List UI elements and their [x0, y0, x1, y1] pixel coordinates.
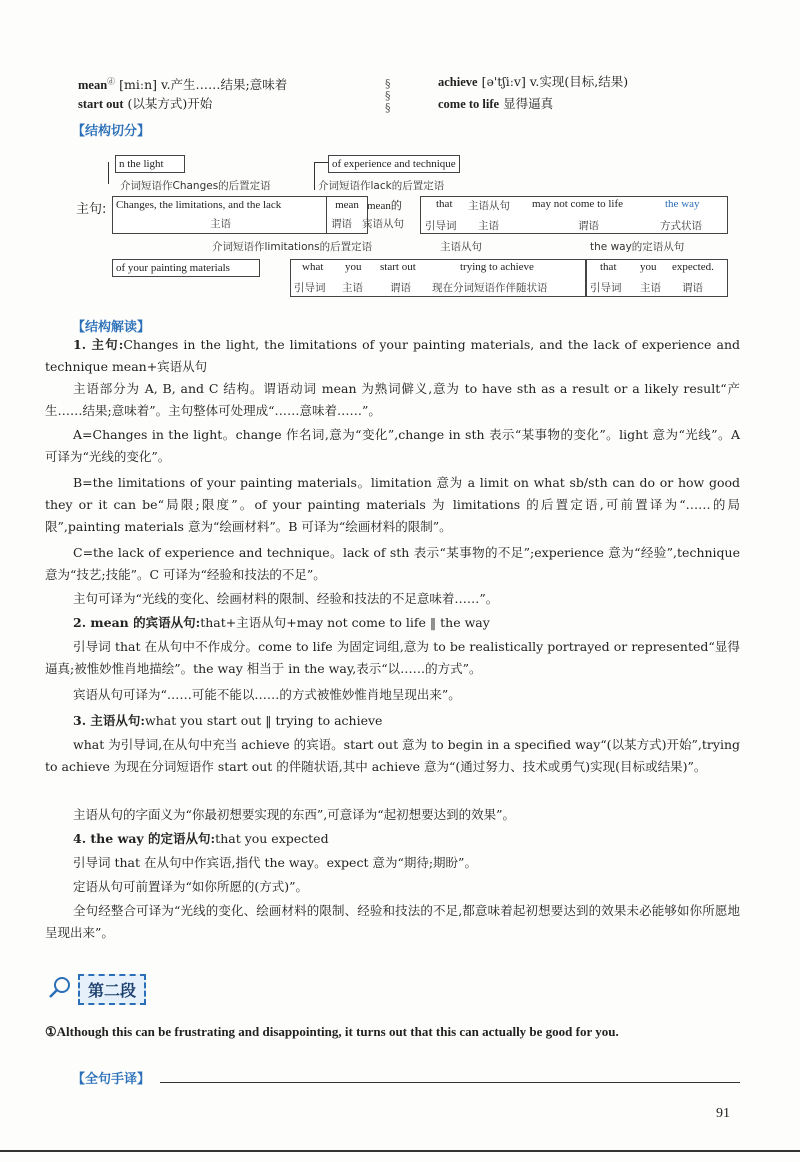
- yindaoci-cn: 引导词: [425, 220, 457, 232]
- that-word: that: [436, 198, 453, 210]
- section-title: 第二段: [78, 974, 146, 1005]
- analysis-6: 主句可译为“光线的变化、绘画材料的限制、经验和技法的不足意味着……”。: [73, 591, 499, 606]
- box-painting: of your painting materials: [112, 259, 260, 277]
- analysis-2: 主语部分为 A, B, and C 结构。谓语动词 mean 为熟词僻义,意为 to have sth as a result or a likely result“产生……结果;意味着”。主句整体可处理成“……意味着……”。: [45, 381, 740, 418]
- vocab-startout: [78, 94, 212, 114]
- main-subject-text: Changes, the limitations, and the lack: [116, 199, 282, 211]
- bottom-rule: [0, 1150, 800, 1152]
- connector-line: [314, 162, 315, 190]
- may-not-text: may not come to life: [532, 198, 624, 210]
- weiyu-cn: 谓语: [578, 220, 599, 232]
- analysis-14: 引导词 that 在从句中作宾语,指代 the way。expect 意为“期待;期盼”。: [73, 855, 477, 870]
- subj-clause-cn: 主语从句: [468, 200, 510, 212]
- you-word-2: you: [640, 261, 657, 273]
- zhuyu-cn-3: 主语: [640, 282, 661, 294]
- answer-line[interactable]: [160, 1082, 740, 1083]
- divider-ornament: § § §: [385, 77, 391, 114]
- note-changes: 介词短语作Changes的后置定语: [120, 180, 271, 192]
- connector-line: [314, 162, 328, 163]
- predicate-cn: 谓语: [331, 218, 352, 230]
- start-out-word: start out: [380, 261, 416, 273]
- expected-word: expected.: [672, 261, 714, 273]
- vocab-word: start out: [78, 97, 124, 111]
- info-icon: ⓓ: [107, 77, 116, 86]
- box-experience: of experience and technique: [328, 155, 460, 173]
- magnifier-icon: [48, 975, 72, 999]
- note-lack: 介词短语作lack的后置定语: [318, 180, 445, 192]
- vocab-def: [miːn] v.产生……结果;意味着: [119, 77, 288, 93]
- analysis-1: [45, 334, 740, 378]
- that-word-2: that: [600, 261, 617, 273]
- vocab-mean: [78, 72, 287, 95]
- mean-de: mean的: [367, 200, 402, 212]
- vocab-achieve: [438, 72, 628, 92]
- heading: 4. the way 的定语从句:: [73, 831, 216, 846]
- attr-note: the way的定语从句: [590, 241, 685, 253]
- section-tag-analysis: 【结构解读】: [72, 320, 151, 335]
- page-number: 91: [716, 1106, 730, 1121]
- analysis-9: 宾语从句可译为“……可能不能以……的方式被惟妙惟肖地呈现出来”。: [73, 687, 461, 702]
- heading: 2. mean 的宾语从句:: [73, 615, 201, 630]
- body: that+主语从句+may not come to life ‖ the way: [200, 615, 490, 630]
- connector-line: [108, 162, 109, 184]
- analysis-11: what 为引导词,在从句中充当 achieve 的宾语。start out 意为 to begin in a specified way“(以某方式)开始”,trying to achieve 为现在分词短语作 start out 的伴随状语,其中 achieve 意为“(通过努力、技术或勇气)实现(目标或结果)”。: [45, 737, 740, 774]
- participle-note: 现在分词短语作伴随状语: [432, 282, 548, 294]
- analysis-4: B=the limitations of your painting materials。limitation 意为 a limit on what sb/sth can do or how good they or it can be“局限;限度”。of your painting materials 为 limitations 的后置定语,可前置译为“……的局限”,painting materials 意为“绘画材料”。B 可译为“绘画材料的限制”。: [45, 475, 740, 534]
- vocab-word: achieve: [438, 75, 478, 89]
- the-way-text: the way: [665, 198, 700, 210]
- subject-cn: 主语: [210, 218, 231, 230]
- heading: 3. 主语从句:: [73, 713, 146, 728]
- analysis-5: C=the lack of experience and technique。lack of sth 表示“某事物的不足”;experience 意为“经验”,technique 意为“技艺;技能”。C 可译为“经验和技法的不足”。: [45, 545, 740, 582]
- zhuyu-cn: 主语: [478, 220, 499, 232]
- heading: 1. 主句:: [73, 337, 124, 352]
- weiyu-cn-3: 谓语: [682, 282, 703, 294]
- analysis-3: A=Changes in the light。change 作名词,意为“变化”,change in sth 表示“某事物的变化”。light 意为“光线”。A 可译为“光线的变化”。: [45, 427, 740, 464]
- main-clause-label: 主句:: [76, 202, 107, 217]
- weiyu-cn-2: 谓语: [390, 282, 411, 294]
- vocab-word: come to life: [438, 97, 500, 111]
- section-tag-translate: 【全句手译】: [72, 1072, 151, 1087]
- vocab-def: 显得逼真: [503, 96, 554, 111]
- fangshi-cn: 方式状语: [660, 220, 702, 232]
- yindaoci-cn-2: 引导词: [294, 282, 326, 294]
- vocab-def: (以某方式)开始: [127, 96, 213, 111]
- analysis-10: [45, 710, 740, 732]
- vocab-word: mean: [78, 78, 108, 93]
- vocab-def: [ə'tʃiːv] v.实现(目标,结果): [481, 74, 629, 89]
- analysis-7: [45, 612, 740, 634]
- note-limitations: 介词短语作limitations的后置定语: [212, 241, 373, 253]
- analysis-8: 引导词 that 在从句中不作成分。come to life 为固定词组,意为 to be realistically portrayed or represented“显得逼真;被惟妙惟肖地描绘”。the way 相当于 in the way,表示“以……的方式”。: [45, 639, 740, 676]
- vocab-comelife: [438, 94, 553, 114]
- box-in-the-light: n the light: [115, 155, 185, 173]
- section-tag-structure: 【结构切分】: [72, 124, 151, 139]
- what-word: what: [302, 261, 324, 273]
- analysis-16: 全句经整合可译为“光线的变化、绘画材料的限制、经验和技法的不足,都意味着起初想要达到的效果未必能够如你所愿地呈现出来”。: [45, 903, 740, 940]
- body: that you expected: [215, 831, 329, 846]
- you-word: you: [345, 261, 362, 273]
- zhuyu-cn-2: 主语: [342, 282, 363, 294]
- section2-sentence: ①Although this can be frustrating and disappointing, it turns out that this can actually be good for you.: [45, 1024, 619, 1039]
- trying-word: trying to achieve: [460, 261, 534, 273]
- analysis-13: [45, 828, 740, 850]
- object-clause-cn: 宾语从句: [362, 218, 404, 230]
- body: what you start out ‖ trying to achieve: [145, 713, 383, 728]
- analysis-15: 定语从句可前置译为“如你所愿的(方式)”。: [73, 879, 309, 894]
- body: Changes in the light, the limitations of your painting materials, and the lack of experience and technique mean+宾语从句: [45, 337, 740, 374]
- subj-clause-note: 主语从句: [440, 241, 482, 253]
- mean-text: mean: [335, 199, 359, 211]
- analysis-12: 主语从句的字面义为“你最初想要实现的东西”,可意译为“起初想要达到的效果”。: [73, 807, 516, 822]
- yindaoci-cn-3: 引导词: [590, 282, 622, 294]
